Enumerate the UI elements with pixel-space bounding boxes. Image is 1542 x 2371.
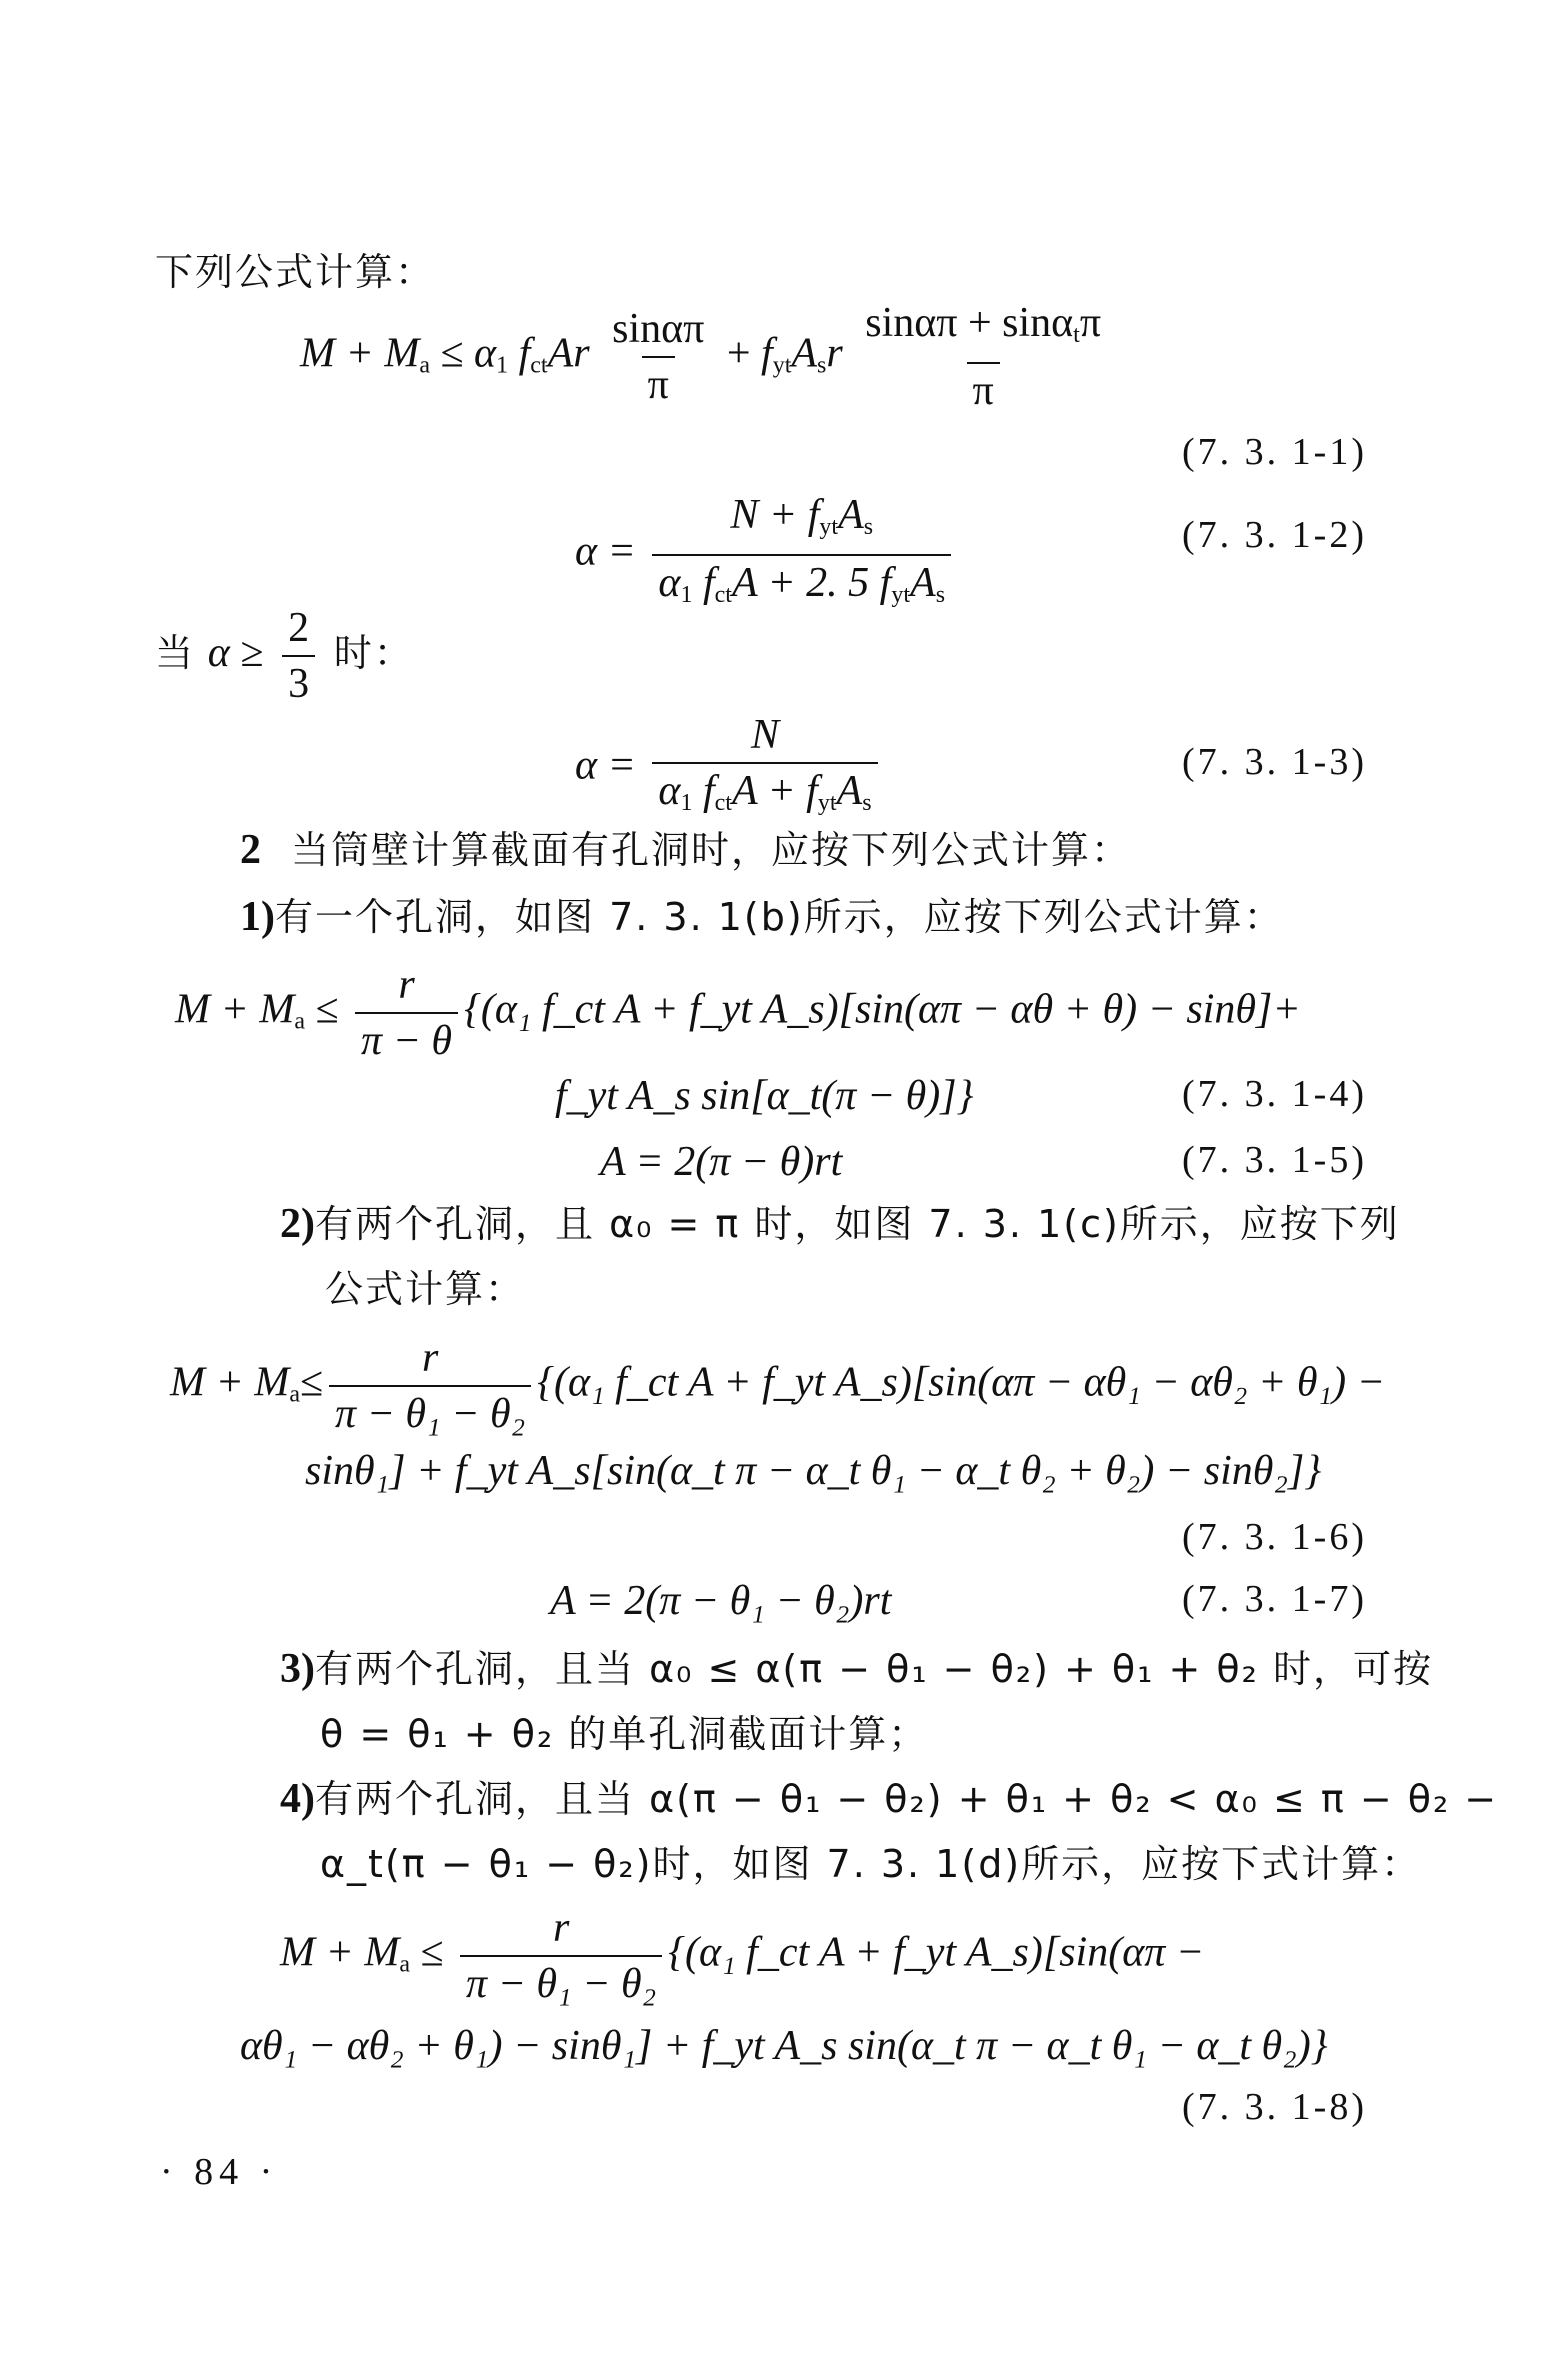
equation-7-3-1-6-line2: sinθ₁] + f_yt A_s[sin(α_t π − α_t θ₁ − α_t θ₂ + θ₂) − sinθ₂]} [305, 1448, 1322, 1494]
eq3-den-sub3: yt [817, 790, 837, 816]
eq1-A: A [791, 330, 818, 377]
eq8-lhs-sub: a [399, 1951, 410, 1978]
eq2-den-sub2: ct [714, 582, 732, 608]
item-2-number: 2) [280, 1201, 315, 1247]
equation-7-3-1-1 [300, 300, 1113, 414]
eq1-r: r [826, 330, 843, 377]
eq1-f: f [518, 330, 531, 377]
equation-7-3-1-2 [575, 492, 957, 618]
eq8-line1-rest: {(α₁ f_ct A + f_yt A_s)[sin(απ − [668, 1929, 1205, 1976]
equation-number-3: (7. 3. 1-3) [1182, 741, 1367, 783]
item-4-continuation: α_t(π − θ₁ − θ₂)时，如图 7. 3. 1(d)所示，应按下式计算： [320, 1842, 1422, 1886]
equation-7-3-1-3 [575, 712, 884, 826]
eq1-frac2-num: sinαπ + sinα [865, 300, 1074, 346]
eq2-fraction [652, 492, 951, 618]
eq8-frac-den: π − θ₁ − θ₂ [460, 1955, 662, 2007]
condition-fraction [282, 605, 315, 707]
eq6-frac-num: r [421, 1335, 439, 1381]
eq8-lhs: M + M [280, 1929, 400, 1976]
eq6-lhs: M + M [170, 1359, 290, 1406]
eq3-num: N [750, 712, 779, 758]
eq2-den-end-sub: s [935, 582, 946, 608]
eq1-fraction-2 [859, 300, 1107, 414]
item-3-number: 3) [280, 1646, 315, 1692]
eq2-den-sub3: yt [891, 582, 911, 608]
section-text: 当筒壁计算截面有孔洞时，应按下列公式计算： [291, 828, 1132, 872]
condition-expr: α ≥ [207, 630, 264, 676]
equation-7-3-1-6-line1 [170, 1335, 1385, 1437]
eq1-rel: ≤ [440, 330, 464, 377]
intro-text: 下列公式计算： [155, 250, 436, 294]
eq6-line1-rest: {(α₁ f_ct A + f_yt A_s)[sin(απ − αθ₁ − αθ₂ + θ₁) − [537, 1359, 1385, 1406]
equation-number-8: (7. 3. 1-8) [1182, 2086, 1367, 2128]
eq2-den-end: A [910, 560, 936, 606]
item-2 [280, 1200, 1400, 1248]
eq2-den-mid: A + 2. 5 f [731, 560, 892, 606]
eq6-fraction [329, 1335, 531, 1437]
eq2-num-end: A [838, 492, 864, 538]
eq1-alpha: α [474, 330, 497, 377]
eq3-den-sub2: ct [714, 790, 732, 816]
eq3-den: α [658, 768, 681, 814]
eq2-den-f: f [702, 560, 715, 606]
equation-number-6: (7. 3. 1-6) [1182, 1516, 1367, 1558]
eq2-num: N + f [730, 492, 820, 538]
eq2-den-sub1: 1 [680, 582, 693, 608]
item-1-number: 1) [240, 894, 275, 940]
eq1-plus: + [726, 330, 751, 377]
eq3-den-f: f [702, 768, 715, 814]
eq1-alpha-sub: 1 [496, 352, 509, 379]
eq4-fraction [355, 962, 458, 1064]
eq4-frac-den: π − θ [355, 1012, 458, 1064]
eq1-lhs-sub: a [419, 352, 430, 379]
equation-7-3-1-4-line1 [175, 962, 1301, 1064]
eq3-lhs: α = [575, 742, 636, 789]
equation-7-3-1-5: A = 2(π − θ)rt [600, 1139, 843, 1185]
equation-7-3-1-7: A = 2(π − θ₁ − θ₂)rt [550, 1578, 892, 1624]
item-4-number: 4) [280, 1776, 315, 1822]
eq3-den-end: A [836, 768, 863, 814]
eq1-f2: f [761, 330, 773, 377]
eq1-Ar: Ar [547, 330, 590, 377]
equation-7-3-1-4-line2: f_yt A_s sin[α_t(π − θ)]} [555, 1073, 974, 1119]
eq4-line1-rest: {(α₁ f_ct A + f_yt A_s)[sin(απ − αθ + θ) − sinθ]+ [464, 986, 1301, 1033]
equation-number-7: (7. 3. 1-7) [1182, 1578, 1367, 1620]
eq8-fraction [460, 1905, 662, 2007]
eq1-frac1-den: π [642, 356, 675, 408]
eq6-rel: ≤ [299, 1359, 324, 1406]
eq1-f-sub: ct [530, 352, 548, 379]
eq2-lhs: α = [575, 528, 636, 575]
equation-number-2: (7. 3. 1-2) [1182, 514, 1367, 556]
eq1-frac2-end: π [1079, 300, 1102, 346]
eq8-rel: ≤ [420, 1929, 444, 1976]
eq4-lhs: M + M [175, 986, 295, 1033]
eq3-den-mid: A + f [731, 768, 818, 814]
eq6-frac-den: π − θ₁ − θ₂ [329, 1385, 531, 1437]
eq6-lhs-sub: a [289, 1381, 300, 1408]
eq1-fraction-1 [606, 306, 710, 408]
equation-7-3-1-8-line1 [280, 1905, 1204, 2007]
eq1-A-sub: s [817, 352, 827, 379]
eq3-den-sub1: 1 [680, 790, 693, 816]
page-number: · 84 · [160, 2151, 279, 2193]
eq1-f2-sub: yt [772, 352, 792, 379]
eq1-frac1-num: sinαπ [612, 306, 705, 352]
section-number: 2 [240, 827, 261, 873]
eq3-den-end-sub: s [862, 790, 872, 816]
condition-line [155, 605, 414, 707]
eq4-rel: ≤ [315, 986, 339, 1033]
eq8-frac-num: r [552, 1905, 570, 1951]
condition-suffix: 时： [333, 631, 414, 675]
item-3 [280, 1645, 1433, 1693]
equation-number-5: (7. 3. 1-5) [1182, 1139, 1367, 1181]
item-1 [240, 893, 1284, 941]
item-2-text: 有两个孔洞，且 α₀ = π 时，如图 7. 3. 1(c)所示，应按下列 [315, 1202, 1400, 1246]
condition-frac-den: 3 [282, 655, 315, 707]
section-2-heading [240, 826, 1131, 874]
eq3-fraction [652, 712, 877, 826]
eq1-frac2-den: π [967, 362, 1000, 414]
eq4-lhs-sub: a [294, 1008, 305, 1035]
equation-number-1: (7. 3. 1-1) [1182, 431, 1367, 473]
eq2-num-sub: yt [819, 514, 839, 540]
condition-frac-num: 2 [288, 605, 310, 651]
eq1-lhs: M + M [300, 330, 420, 377]
item-4-text: 有两个孔洞，且当 α(π − θ₁ − θ₂) + θ₁ + θ₂ < α₀ ≤ π − θ₂ − [315, 1777, 1499, 1821]
eq2-num-end-sub: s [863, 514, 874, 540]
item-3-text: 有两个孔洞，且当 α₀ ≤ α(π − θ₁ − θ₂) + θ₁ + θ₂ 时，可按 [315, 1647, 1433, 1691]
item-3-continuation: θ = θ₁ + θ₂ 的单孔洞截面计算； [320, 1712, 929, 1756]
equation-number-4: (7. 3. 1-4) [1182, 1073, 1367, 1115]
eq2-den: α [658, 560, 681, 606]
eq1-frac2-sub: t [1073, 322, 1080, 348]
item-4 [280, 1775, 1498, 1823]
equation-7-3-1-8-line2: αθ₁ − αθ₂ + θ₁) − sinθ₁] + f_yt A_s sin(α_t π − α_t θ₁ − α_t θ₂)} [240, 2023, 1328, 2069]
item-1-text: 有一个孔洞，如图 7. 3. 1(b)所示，应按下列公式计算： [275, 895, 1284, 939]
item-2-continuation: 公式计算： [325, 1267, 526, 1311]
eq4-frac-num: r [398, 962, 415, 1008]
condition-prefix: 当 [155, 631, 196, 675]
